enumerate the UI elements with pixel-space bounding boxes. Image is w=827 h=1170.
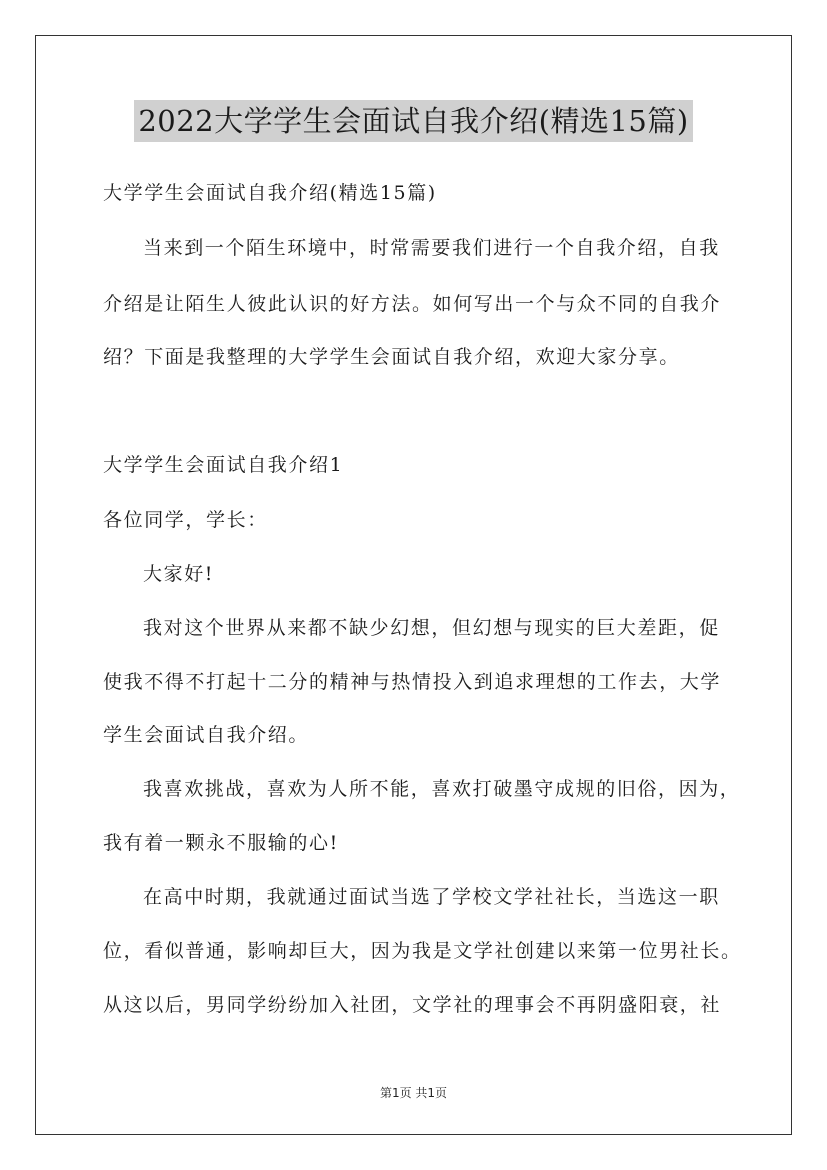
paragraph-line: 介绍是让陌生人彼此认识的好方法。如何写出一个与众不同的自我介: [103, 293, 722, 315]
subtitle-line: 大学学生会面试自我介绍(精选15篇): [103, 182, 437, 204]
document-title: 2022大学学生会面试自我介绍(精选15篇): [134, 100, 692, 142]
paragraph-line: 我对这个世界从来都不缺少幻想，但幻想与现实的巨大差距，促: [143, 617, 720, 639]
section-heading: 大学学生会面试自我介绍1: [103, 454, 344, 476]
paragraph-line: 当来到一个陌生环境中，时常需要我们进行一个自我介绍，自我: [143, 237, 720, 259]
paragraph-line: 大家好!: [143, 563, 215, 585]
page-footer: 第1页 共1页: [379, 1086, 448, 1100]
paragraph-line: 绍？下面是我整理的大学学生会面试自我介绍，欢迎大家分享。: [103, 346, 680, 368]
paragraph-line: 位，看似普通，影响却巨大，因为我是文学社创建以来第一位男社长。: [103, 940, 742, 962]
paragraph-line: 使我不得不打起十二分的精神与热情投入到追求理想的工作去，大学: [103, 671, 722, 693]
title-container: [0, 100, 827, 142]
paragraph-line: 我喜欢挑战，喜欢为人所不能，喜欢打破墨守成规的旧俗，因为，: [143, 778, 741, 800]
paragraph-line: 学生会面试自我介绍。: [103, 724, 310, 746]
paragraph-line: 各位同学，学长：: [103, 509, 268, 531]
paragraph-line: 在高中时期，我就通过面试当选了学校文学社社长，当选这一职: [143, 886, 720, 908]
paragraph-line: 我有着一颗永不服输的心!: [103, 832, 339, 854]
paragraph-line: 从这以后，男同学纷纷加入社团，文学社的理事会不再阴盛阳衰，社: [103, 994, 722, 1016]
